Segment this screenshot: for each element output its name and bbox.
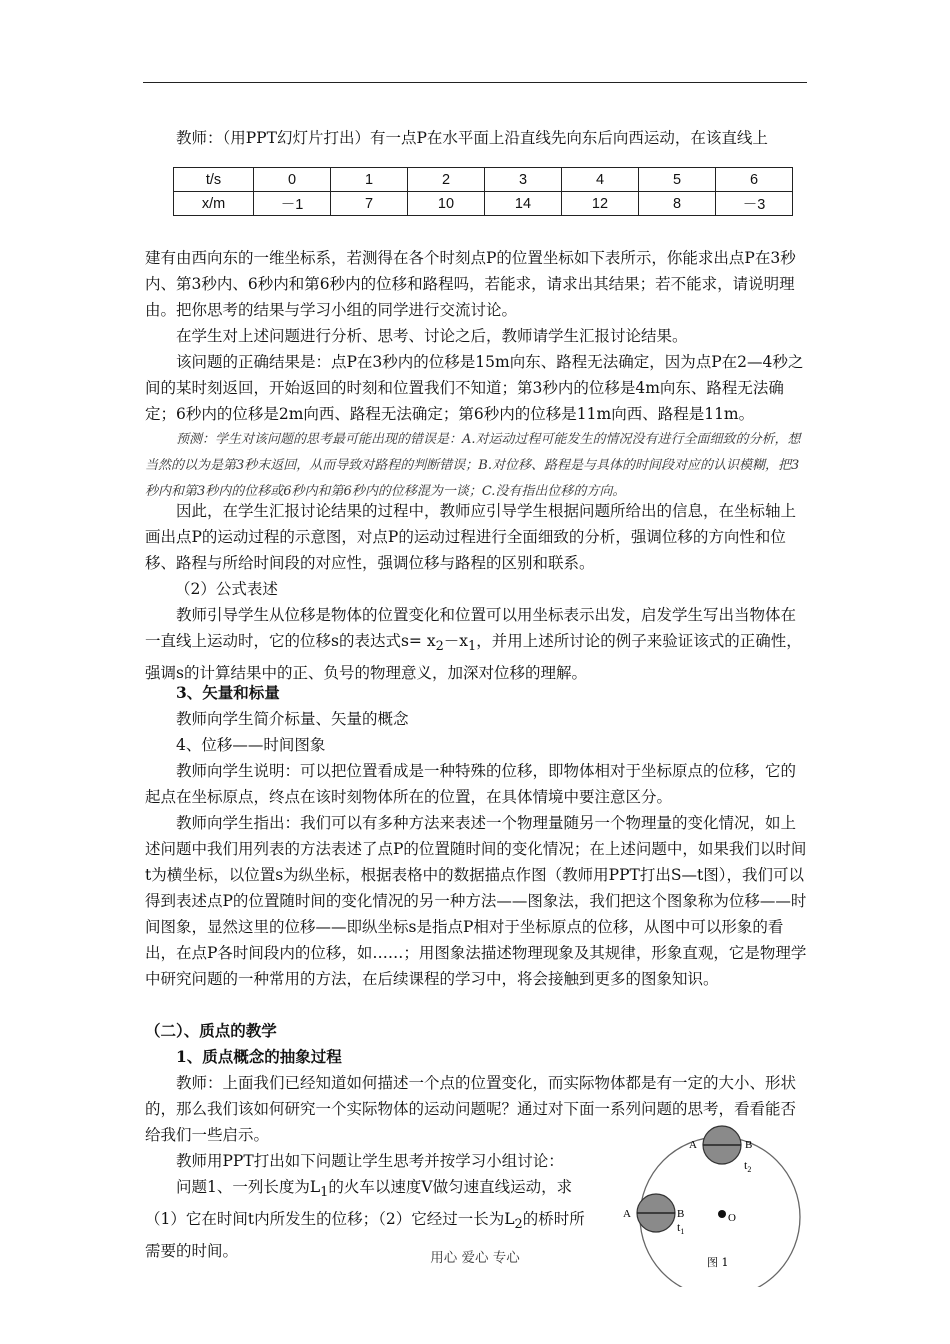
table-cell: x/m	[174, 192, 254, 216]
table-cell: 12	[562, 192, 639, 216]
text-run: 教师引导学生从位移是物体的位置变化和位置可以用坐标表示出发，启发学生写出当物体在一直线上运动时，它的位移s的表达式s= x	[145, 606, 797, 650]
formula-paragraph	[145, 602, 809, 686]
paragraph: 教师向学生简介标量、矢量的概念	[176, 710, 409, 728]
paragraph: 因此，在学生汇报讨论结果的过程中，教师应引导学生根据问题所给出的信息，在坐标轴上画出点P的运动过程的示意图，对点P的运动过程进行全面细致的分析，强调位移的方向性和位移、路程与所给时间段的对应性，强调位移与路程的区别和联系。	[145, 502, 797, 572]
label-t2	[744, 1158, 751, 1174]
prediction-note: 预测：学生对该问题的思考最可能出现的错误是：A.对运动过程可能发生的情况没有进行全面细致的分析，想当然的以为是第3秒末返回，从而导致对路程的判断错误；B.对位移、路程是与具体的时间段对应的认识模糊，把3秒内和第3秒内的位移或6秒内和第6秒内的位移混为一谈；C.没有指出位移的方向。	[145, 432, 801, 499]
figure-caption: 图 1	[707, 1256, 729, 1269]
intro-paragraph: 教师：（用PPT幻灯片打出）有一点P在水平面上沿直线先向东后向西运动，在该直线上	[176, 129, 768, 147]
text-run: －x	[443, 632, 469, 650]
table-cell: t/s	[174, 168, 254, 192]
table-cell: 14	[485, 192, 562, 216]
label-t2-main: t	[744, 1158, 748, 1172]
section-heading: 3、矢量和标量	[176, 683, 280, 702]
subscript: 1	[468, 639, 477, 655]
text-run: 的火车以速度V做匀速直线运动，求（1）它在时间t内所发生的位移；（2）它经过一长为L	[145, 1178, 573, 1229]
label-b-lower: B	[677, 1208, 685, 1220]
section-heading: （二）、质点的教学	[145, 1021, 277, 1040]
label-a: A	[689, 1139, 697, 1151]
table-cell: 3	[485, 168, 562, 192]
label-t1	[677, 1220, 684, 1236]
text-run: 的桥时所需要的时间。	[145, 1210, 585, 1261]
paragraph: 该问题的正确结果是：点P在3秒内的位移是15m向东、路程无法确定，因为点P在2—4秒之间的某时刻返回，开始返回的时刻和位置我们不知道；第3秒内的位移是4m向东、路程无法确定；6秒内的位移是2m向西、路程无法确定；第6秒内的位移是11m向西、路程是11m。	[145, 353, 804, 423]
center-dot	[718, 1210, 726, 1218]
paragraph: 在学生对上述问题进行分析、思考、讨论之后，教师请学生汇报讨论结果。	[176, 327, 688, 345]
text-run: 问题1、一列长度为L	[176, 1178, 321, 1196]
paragraph: 教师：上面我们已经知道如何描述一个点的位置变化，而实际物体都是有一定的大小、形状的，那么我们该如何研究一个实际物体的运动问题呢？通过对下面一系列问题的思考，看看能否给我们一些启示。	[145, 1074, 797, 1144]
table-row-position	[174, 192, 793, 216]
header-rule	[143, 82, 807, 83]
paragraph: 建有由西向东的一维坐标系，若测得在各个时刻点P的位置坐标如下表所示，你能求出点P在3秒内、第3秒内、6秒内和第6秒内的位移和路程吗，若能求，请求出其结果；若不能求，请说明理由。把你思考的结果与学习小组的同学进行交流讨论。	[145, 249, 796, 319]
table-cell: 2	[408, 168, 485, 192]
table-cell: －3	[716, 192, 793, 216]
subscript: 1	[320, 1185, 329, 1201]
table-cell: 8	[639, 192, 716, 216]
paragraph: 教师向学生说明：可以把位置看成是一种特殊的位移，即物体相对于坐标原点的位移，它的起点在坐标原点，终点在该时刻物体所在的位置，在具体情境中要注意区分。	[145, 762, 797, 806]
label-o: O	[728, 1212, 736, 1224]
position-table	[173, 167, 793, 216]
page-footer: 用心 爱心 专心	[430, 1250, 520, 1266]
section-heading: 4、位移——时间图象	[176, 736, 326, 754]
paragraph: 教师用PPT打出如下问题让学生思考并按学习小组讨论：	[176, 1152, 564, 1170]
section-heading: （2）公式表述	[175, 580, 278, 598]
subscript: 2	[435, 639, 444, 655]
table-cell: 1	[331, 168, 408, 192]
table-cell: 6	[716, 168, 793, 192]
subsection-heading: 1、质点概念的抽象过程	[176, 1047, 342, 1066]
label-b: B	[745, 1139, 753, 1151]
table-cell: 0	[254, 168, 331, 192]
paragraph: 教师向学生指出：我们可以有多种方法来表述一个物理量随另一个物理量的变化情况，如上述问题中我们用列表的方法表述了点P的位置随时间的变化情况；在上述问题中，如果我们以时间t为横坐标，以位置s为纵坐标，根据表格中的数据描点作图（教师用PPT打出S—t图），我们可以得到表述点P的位置随时间的变化情况的另一种方法——图象法，我们把这个图象称为位移——时间图象，显然这里的位移——即纵坐标s是指点P相对于坐标原点的位移，从图中可以形象的看出，在点P各时间段内的位移，如……；用图象法描述物理现象及其规律，形象直观，它是物理学中研究问题的一种常用的方法，在后续课程的学习中，将会接触到更多的图象知识。	[145, 814, 807, 988]
subscript: 2	[514, 1217, 523, 1233]
text-run: ，并用上述所讨论的例子来验证该式的正确性，强调s的计算结果中的正、负号的物理意义，加深对位移的理解。	[145, 632, 802, 683]
label-a-lower: A	[623, 1208, 631, 1220]
table-cell: 7	[331, 192, 408, 216]
table-row-time	[174, 168, 793, 192]
table-cell: －1	[254, 192, 331, 216]
table-cell: 10	[408, 192, 485, 216]
table-cell: 5	[639, 168, 716, 192]
table-cell: 4	[562, 168, 639, 192]
label-t1-sub: 1	[680, 1227, 685, 1236]
label-t2-sub: 2	[747, 1165, 752, 1174]
label-t1-main: t	[677, 1220, 681, 1234]
